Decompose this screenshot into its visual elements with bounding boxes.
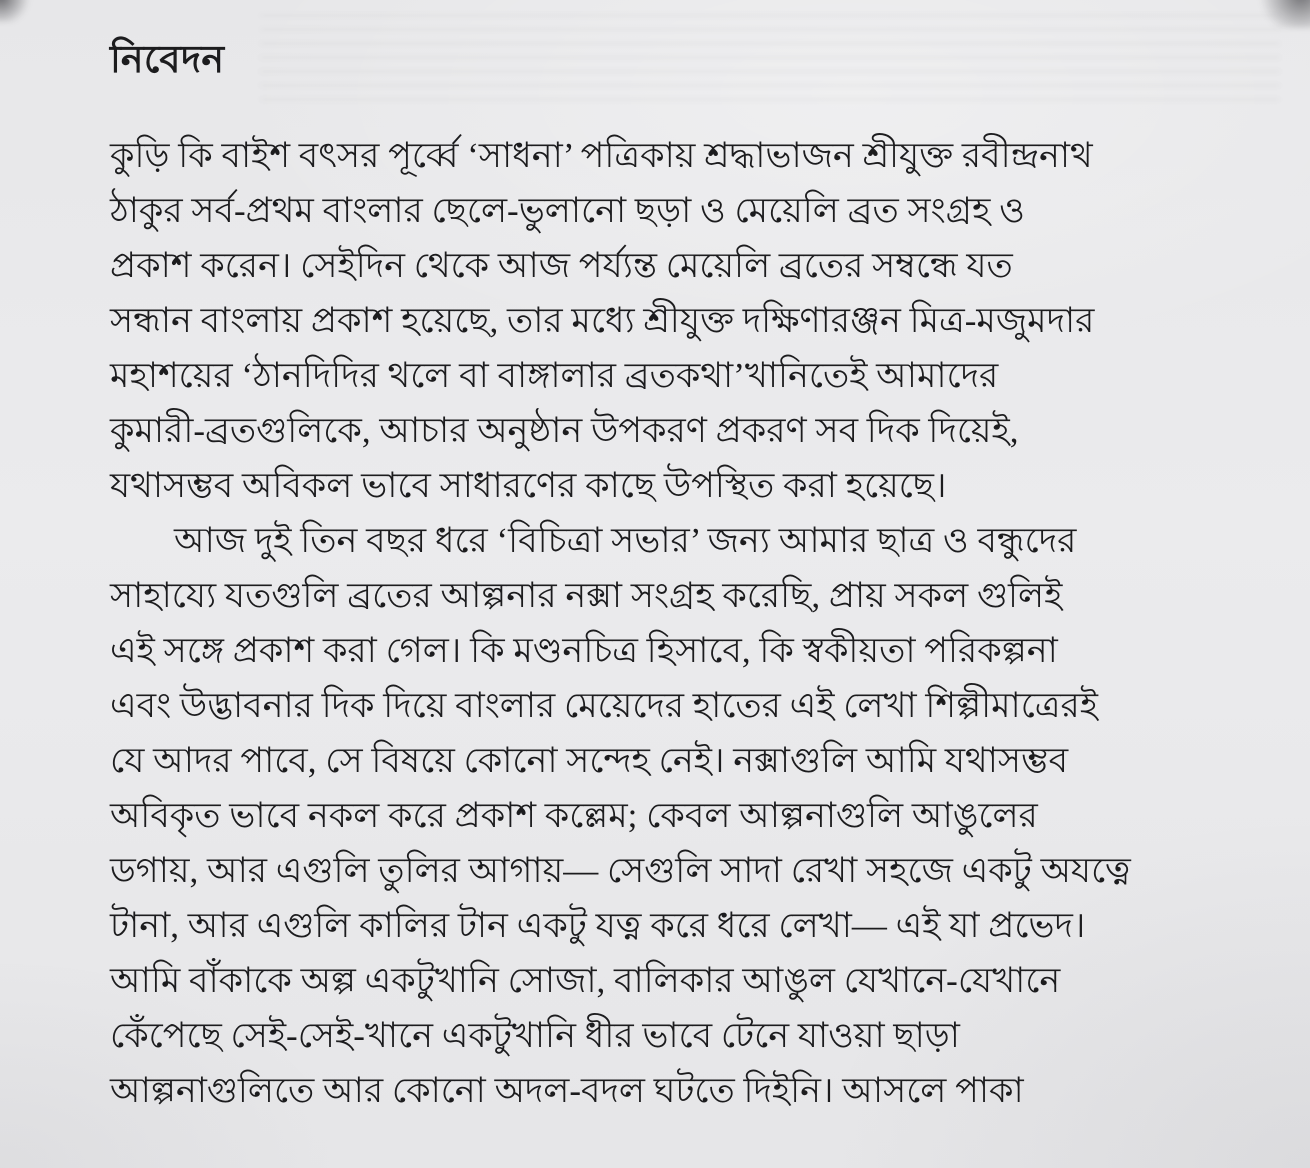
text-line: যথাসম্ভব অবিকল ভাবে সাধারণের কাছে উপস্থিত করা হয়েছে। [110,466,947,505]
body-text [110,128,1225,1118]
text-line: অবিকৃত ভাবে নকল করে প্রকাশ কল্লেম; কেবল আল্পনাগুলি আঙুলের [110,796,1038,835]
text-line: ঠাকুর সর্ব-প্রথম বাংলার ছেলে-ভুলানো ছড়া ও মেয়েলি ব্রত সংগ্রহ ও [110,191,1025,230]
text-line: এই সঙ্গে প্রকাশ করা গেল। কি মণ্ডনচিত্র হিসাবে, কি স্বকীয়তা পরিকল্পনা [110,631,1058,670]
text-line: সাহায্যে যতগুলি ব্রতের আল্পনার নক্সা সংগ্রহ করেছি, প্রায় সকল গুলিই [110,576,1063,615]
scan-artifact-top-right [1252,0,1310,28]
text-line: আজ দুই তিন বছর ধরে ‘বিচিত্রা সভার’ জন্য আমার ছাত্র ও বন্ধুদের [174,521,1077,560]
page-title: নিবেদন [110,39,225,81]
text-line: টানা, আর এগুলি কালির টান একটু যত্ন করে ধরে লেখা— এই যা প্রভেদ। [110,906,1086,945]
scan-bleedthrough-smudge [260,14,1280,104]
text-line: সন্ধান বাংলায় প্রকাশ হয়েছে, তার মধ্যে শ্রীযুক্ত দক্ষিণারঞ্জন মিত্র-মজুমদার [110,301,1095,340]
text-line: এবং উদ্ভাবনার দিক দিয়ে বাংলার মেয়েদের হাতের এই লেখা শিল্পীমাত্রেরই [110,686,1098,725]
text-line: আল্পনাগুলিতে আর কোনো অদল-বদল ঘটতে দিইনি। আসলে পাকা [110,1071,1024,1110]
text-line: আমি বাঁকাকে অল্প একটুখানি সোজা, বালিকার আঙুল যেখানে-যেখানে [110,961,1061,1000]
text-line: কুড়ি কি বাইশ বৎসর পূর্ব্বে ‘সাধনা’ পত্রিকায় শ্রদ্ধাভাজন শ্রীযুক্ত রবীন্দ্রনাথ [110,136,1093,175]
paragraph-2 [110,513,1225,1118]
paragraph-1 [110,128,1225,513]
text-line: ডগায়, আর এগুলি তুলির আগায়— সেগুলি সাদা রেখা সহজে একটু অযত্নে [110,851,1131,890]
text-line: প্রকাশ করেন। সেইদিন থেকে আজ পর্য্যন্ত মেয়েলি ব্রতের সম্বন্ধে যত [110,246,1013,285]
text-line: কেঁপেছে সেই-সেই-খানে একটুখানি ধীর ভাবে টেনে যাওয়া ছাড়া [110,1016,960,1055]
text-line: যে আদর পাবে, সে বিষয়ে কোনো সন্দেহ নেই। নক্সাগুলি আমি যথাসম্ভব [110,741,1069,780]
text-line: মহাশয়ের ‘ঠানদিদির থলে বা বাঙ্গালার ব্রতকথা’খানিতেই আমাদের [110,356,999,395]
text-line: কুমারী-ব্রতগুলিকে, আচার অনুষ্ঠান উপকরণ প্রকরণ সব দিক দিয়েই, [110,411,1019,450]
scan-artifact-top-left [0,0,34,22]
